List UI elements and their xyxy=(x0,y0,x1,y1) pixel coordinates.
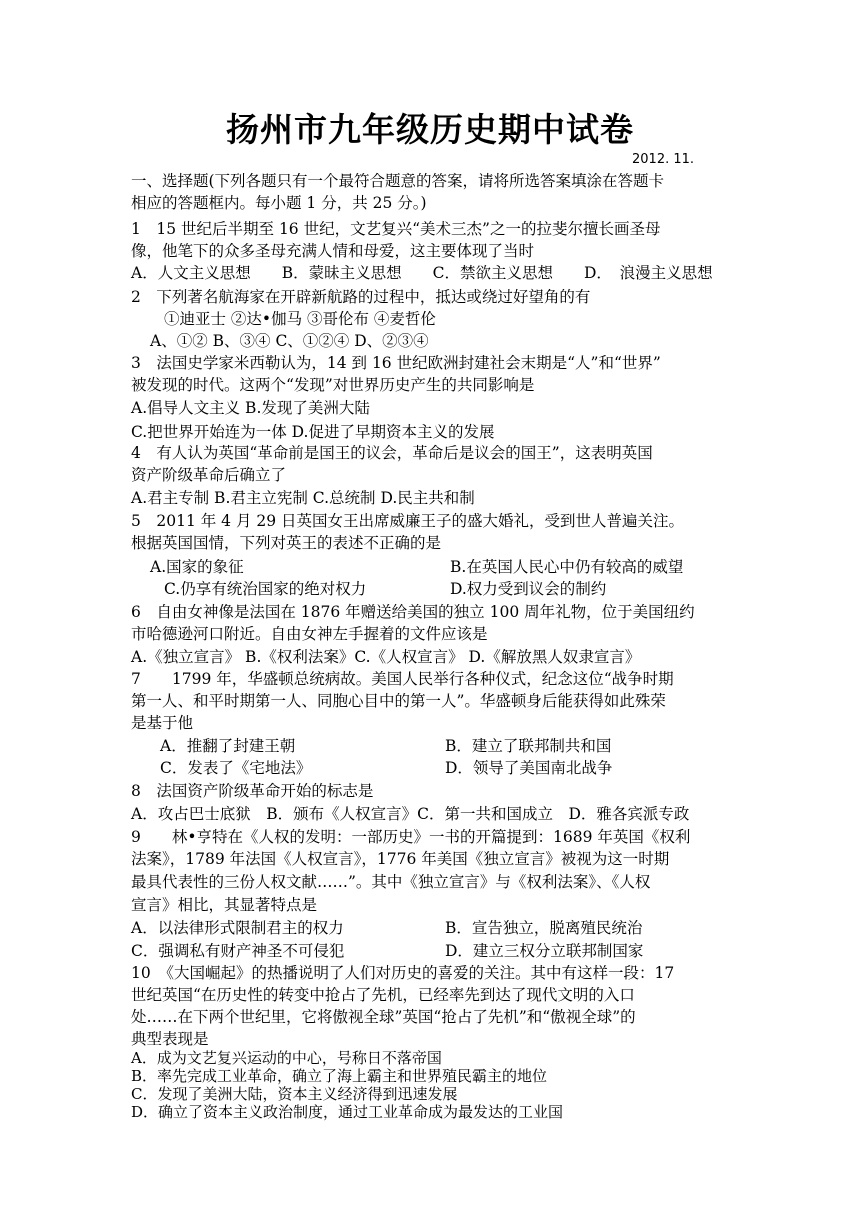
q1-stem-line-2: 像，他笔下的众多圣母充满人情和母爱，这主要体现了当时 xyxy=(131,242,535,260)
q9-option-a: A．以法律形式限制君主的权力 xyxy=(131,919,344,937)
q2-options: A、①② B、③④ C、①②④ D、②③④ xyxy=(150,332,429,350)
page-title: 扬州市九年级历史期中试卷 xyxy=(226,110,634,149)
q8-stem: 8 法国资产阶级革命开始的标志是 xyxy=(131,782,374,800)
q1-stem-line-1: 1 15 世纪后半期至 16 世纪，文艺复兴“美术三杰”之一的拉斐尔擅长画圣母 xyxy=(131,220,661,238)
q7-option-d: D．领导了美国南北战争 xyxy=(445,759,613,777)
q5-option-b: B.在英国人民心中仍有较高的威望 xyxy=(450,558,684,576)
q9-stem-line-3: 最具代表性的三份人权文献……”。其中《独立宣言》与《权利法案》、《人权 xyxy=(131,873,651,891)
q4-stem-line-1: 4 有人认为英国“革命前是国王的议会，革命后是议会的国王”，这表明英国 xyxy=(131,444,653,462)
q10-stem-line-1: 10 《大国崛起》的热播说明了人们对历史的喜爱的关注。其中有这样一段：17 xyxy=(131,964,675,982)
q2-items: ①迪亚士 ②达•伽马 ③哥伦布 ④麦哲伦 xyxy=(164,310,436,328)
q9-option-d: D．建立三权分立联邦制国家 xyxy=(445,942,644,960)
q10-stem-line-2: 世纪英国“在历史性的转变中抢占了先机，已经率先到达了现代文明的入口 xyxy=(131,986,635,1004)
q4-options: A.君主专制 B.君主立宪制 C.总统制 D.民主共和制 xyxy=(131,489,475,507)
section-heading-line-1: 一、选择题(下列各题只有一个最符合题意的答案，请将所选答案填涂在答题卡 xyxy=(131,172,665,190)
q2-stem: 2 下列著名航海家在开辟新航路的过程中，抵达或绕过好望角的有 xyxy=(131,288,591,306)
q3-stem-line-1: 3 法国史学家米西勒认为，14 到 16 世纪欧洲封建社会末期是“人”和“世界” xyxy=(131,354,661,372)
exam-date: 2012. 11. xyxy=(632,152,695,167)
q7-stem-line-3: 是基于他 xyxy=(131,714,194,732)
q3-options-2: C.把世界开始连为一体 D.促进了早期资本主义的发展 xyxy=(131,423,495,441)
q7-stem-line-2: 第一人、和平时期第一人、同胞心目中的第一人”。华盛顿身后能获得如此殊荣 xyxy=(131,692,666,710)
q7-stem-line-1: 7 1799 年，华盛顿总统病故。美国人民举行各种仪式，纪念这位“战争时期 xyxy=(131,670,674,688)
q5-option-a: A.国家的象征 xyxy=(150,558,244,576)
q3-stem-line-2: 被发现的时代。这两个“发现”对世界历史产生的共同影响是 xyxy=(131,376,535,394)
q10-stem-line-3: 处……在下两个世纪里，它将傲视全球”英国“抢占了先机”和“傲视全球”的 xyxy=(131,1008,636,1026)
q7-option-b: B．建立了联邦制共和国 xyxy=(445,737,612,755)
q9-stem-line-1: 9 林•亨特在《人权的发明：一部历史》一书的开篇提到：1689 年英国《权利 xyxy=(131,828,691,846)
q10-stem-line-4: 典型表现是 xyxy=(131,1030,209,1048)
q9-option-b: B．宣告独立，脱离殖民统治 xyxy=(445,919,643,937)
q6-stem-line-1: 6 自由女神像是法国在 1876 年赠送给美国的独立 100 周年礼物，位于美国纽约 xyxy=(131,603,695,621)
q10-option-c: C．发现了美洲大陆，资本主义经济得到迅速发展 xyxy=(131,1085,458,1103)
q7-option-a: A．推翻了封建王朝 xyxy=(160,737,296,755)
q1-options: A．人文主义思想 B．蒙昧主义思想 C．禁欲主义思想 D． 浪漫主义思想 xyxy=(131,264,713,282)
q5-option-c: C.仍享有统治国家的绝对权力 xyxy=(164,580,367,598)
q6-options: A.《独立宣言》 B.《权利法案》C.《人权宣言》 D.《解放黑人奴隶宣言》 xyxy=(131,648,641,666)
q10-option-a: A．成为文艺复兴运动的中心，号称日不落帝国 xyxy=(131,1049,442,1067)
q9-stem-line-2: 法案》，1789 年法国《人权宣言》，1776 年美国《独立宣言》被视为这一时期 xyxy=(131,850,670,868)
q5-stem-line-1: 5 2011 年 4 月 29 日英国女王出席威廉王子的盛大婚礼，受到世人普遍关注。 xyxy=(131,512,685,530)
q4-stem-line-2: 资产阶级革命后确立了 xyxy=(131,466,287,484)
q10-option-d: D．确立了资本主义政治制度，通过工业革命成为最发达的工业国 xyxy=(131,1103,564,1121)
q10-option-b: B．率先完成工业革命，确立了海上霸主和世界殖民霸主的地位 xyxy=(131,1067,548,1085)
q6-stem-line-2: 市哈德逊河口附近。自由女神左手握着的文件应该是 xyxy=(131,625,488,643)
q5-stem-line-2: 根据英国国情，下列对英王的表述不正确的是 xyxy=(131,534,442,552)
q9-stem-line-4: 宣言》相比，其显著特点是 xyxy=(131,896,318,914)
q5-option-d: D.权力受到议会的制约 xyxy=(450,580,607,598)
q7-option-c: C．发表了《宅地法》 xyxy=(160,759,312,777)
q8-options: A．攻占巴士底狱 B．颁布《人权宣言》C．第一共和国成立 D．雅各宾派专政 xyxy=(131,805,690,823)
section-heading-line-2: 相应的答题框内。每小题 1 分，共 25 分。) xyxy=(131,194,427,212)
q9-option-c: C．强调私有财产神圣不可侵犯 xyxy=(131,942,345,960)
q3-options-1: A.倡导人文主义 B.发现了美洲大陆 xyxy=(131,399,370,417)
